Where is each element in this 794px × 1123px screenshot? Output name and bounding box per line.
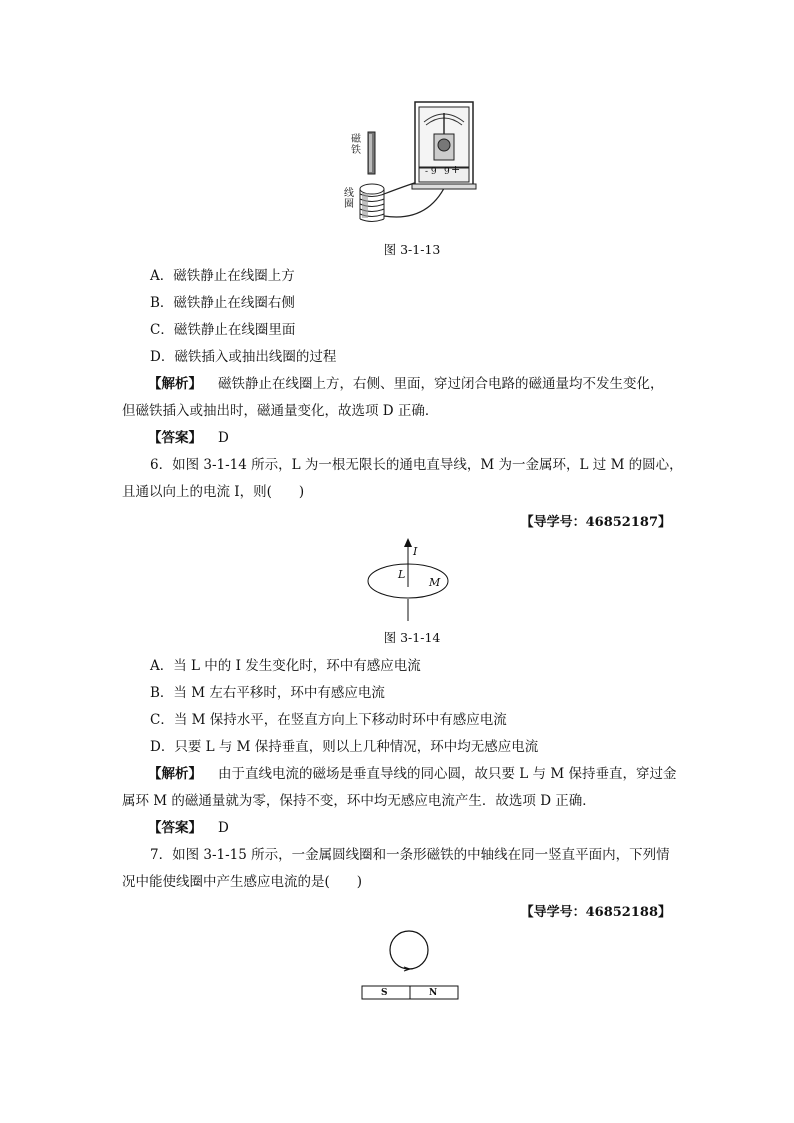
figure-3-1-15 (360, 928, 460, 1004)
q5-analysis-line1: 磁铁静止在线圈上方，右侧、里面，穿过闭合电路的磁通量均不发生变化， (218, 376, 664, 392)
q5-analysis-line2: 但磁铁插入或抽出时，磁通量变化，故选项 D 正确． (122, 403, 439, 419)
meter-terminal-minus: - 9 (425, 167, 437, 177)
metal-coil (390, 931, 428, 969)
figure-caption-3-1-14: 图 3-1-14 (383, 630, 441, 645)
coil-drawing (360, 184, 384, 222)
current-arrow (404, 538, 412, 547)
current-label: I (413, 545, 418, 558)
q6-answer-tag: 【答案】 (148, 820, 202, 836)
q5-answer: D (218, 430, 229, 446)
q6-option-c: C．当 M 保持水平，在竖直方向上下移动时环中有感应电流 (150, 712, 507, 728)
ring-label: M (429, 576, 441, 589)
q5-option-d: D．磁铁插入或抽出线圈的过程 (150, 349, 337, 365)
figure-3-1-14 (360, 537, 460, 627)
q5-option-b: B．磁铁静止在线圈右侧 (150, 295, 295, 311)
wire-label: L (398, 568, 406, 581)
q6-option-b: B．当 M 左右平移时，环中有感应电流 (150, 685, 385, 701)
q5-option-c: C．磁铁静止在线圈里面 (150, 322, 296, 338)
q6-analysis-tag: 【解析】 (148, 766, 202, 782)
q6-reference-number: 【导学号：46852187】 (520, 515, 671, 530)
q7-stem-line1: 7．如图 3-1-15 所示，一金属圆线圈和一条形磁铁的中轴线在同一竖直平面内，下列情 (150, 847, 670, 863)
q6-analysis-line2: 属环 M 的磁通量就为零，保持不变，环中均无感应电流产生．故选项 D 正确． (122, 793, 596, 809)
meter-terminal-plus: + (451, 163, 461, 176)
q7-stem-line2: 况中能使线圈中产生感应电流的是( ) (122, 874, 363, 890)
magnet-pole-n: N (429, 988, 438, 998)
q5-option-a: A．磁铁静止在线圈上方 (150, 268, 295, 284)
magnet-pole-s: S (381, 988, 388, 998)
figure-caption-3-1-13: 图 3-1-13 (383, 242, 441, 257)
q7-reference-number: 【导学号：46852188】 (520, 905, 671, 920)
coil-label: 线圈 (344, 188, 354, 210)
q5-answer-tag: 【答案】 (148, 430, 202, 446)
q6-analysis-line1: 由于直线电流的磁场是垂直导线的同心圆，故只要 L 与 M 保持垂直，穿过金 (218, 766, 677, 782)
meter-terminal-mid: 9 (444, 167, 450, 177)
magnet-label: 磁铁 (351, 134, 361, 156)
q6-option-d: D．只要 L 与 M 保持垂直，则以上几种情况，环中均无感应电流 (150, 739, 539, 755)
q6-option-a: A．当 L 中的 I 发生变化时，环中有感应电流 (150, 658, 421, 674)
q6-answer: D (218, 820, 229, 836)
q6-stem-line1: 6．如图 3-1-14 所示，L 为一根无限长的通电直导线，M 为一金属环，L 过 M 的圆心， (150, 457, 683, 473)
q5-analysis-tag: 【解析】 (148, 376, 202, 392)
q6-stem-line2: 且通以向上的电流 I，则( ) (122, 484, 305, 500)
